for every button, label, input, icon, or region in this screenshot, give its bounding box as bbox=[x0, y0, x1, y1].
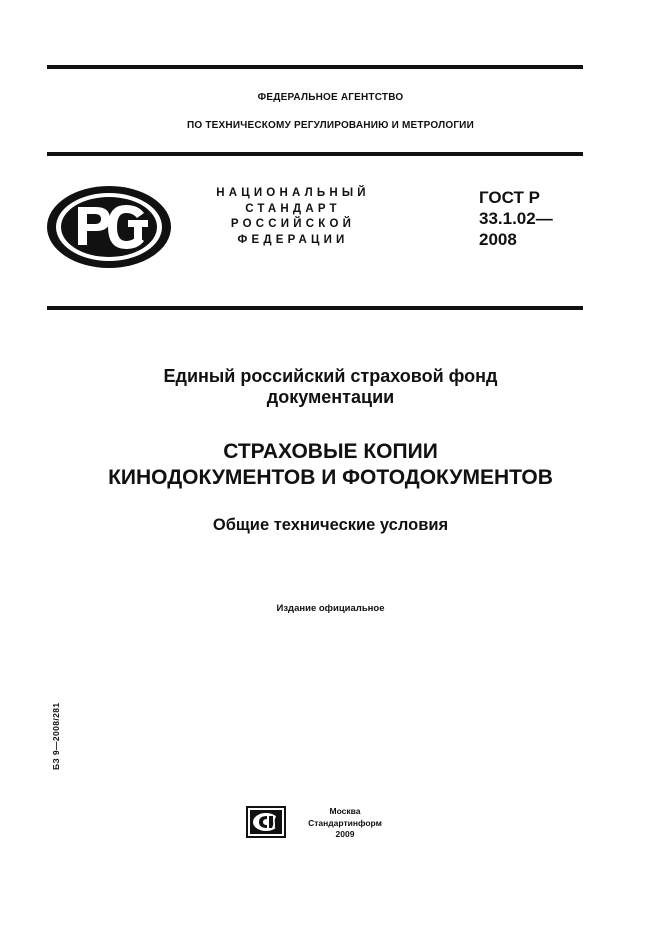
agency-line-1: ФЕДЕРАЛЬНОЕ АГЕНТСТВО bbox=[257, 92, 404, 103]
subtitle-line-2: документации bbox=[266, 387, 395, 407]
gost-designation bbox=[479, 187, 553, 250]
subtitle-line-1: Единый российский страховой фонд bbox=[163, 366, 498, 386]
side-registration-code: БЗ 9—2008/281 bbox=[51, 702, 61, 770]
gost-line-2: 33.1.02— bbox=[479, 209, 553, 228]
national-line-4: ФЕДЕРАЦИИ bbox=[237, 233, 349, 246]
main-title-line-2: КИНОДОКУМЕНТОВ И ФОТОДОКУМЕНТОВ bbox=[108, 466, 553, 489]
national-line-3: РОССИЙСКОЙ bbox=[230, 218, 356, 230]
agency-line-2: ПО ТЕХНИЧЕСКОМУ РЕГУЛИРОВАНИЮ И МЕТРОЛОГИИ bbox=[187, 120, 474, 131]
gost-line-3: 2008 bbox=[479, 230, 517, 249]
standartinform-logo bbox=[246, 806, 286, 838]
edition-label: Издание официальное bbox=[276, 603, 385, 614]
gost-line-1: ГОСТ Р bbox=[479, 188, 540, 207]
top-rule bbox=[47, 65, 583, 69]
publisher-info bbox=[290, 806, 400, 841]
national-standard-label bbox=[208, 186, 378, 248]
document-subtitle bbox=[0, 366, 661, 408]
main-title-line-1: СТРАХОВЫЕ КОПИИ bbox=[223, 440, 438, 463]
gost-r-logo bbox=[44, 183, 174, 271]
publisher-city: Москва bbox=[329, 806, 361, 816]
header-rule bbox=[47, 152, 583, 156]
standard-block-rule bbox=[47, 306, 583, 310]
document-main-title bbox=[0, 439, 661, 491]
national-line-2: СТАНДАРТ bbox=[245, 202, 341, 215]
publisher-year: 2009 bbox=[335, 829, 355, 839]
document-spec-title: Общие технические условия bbox=[212, 516, 449, 534]
national-line-1: НАЦИОНАЛЬНЫЙ bbox=[216, 187, 370, 199]
publisher-name: Стандартинформ bbox=[308, 817, 382, 828]
